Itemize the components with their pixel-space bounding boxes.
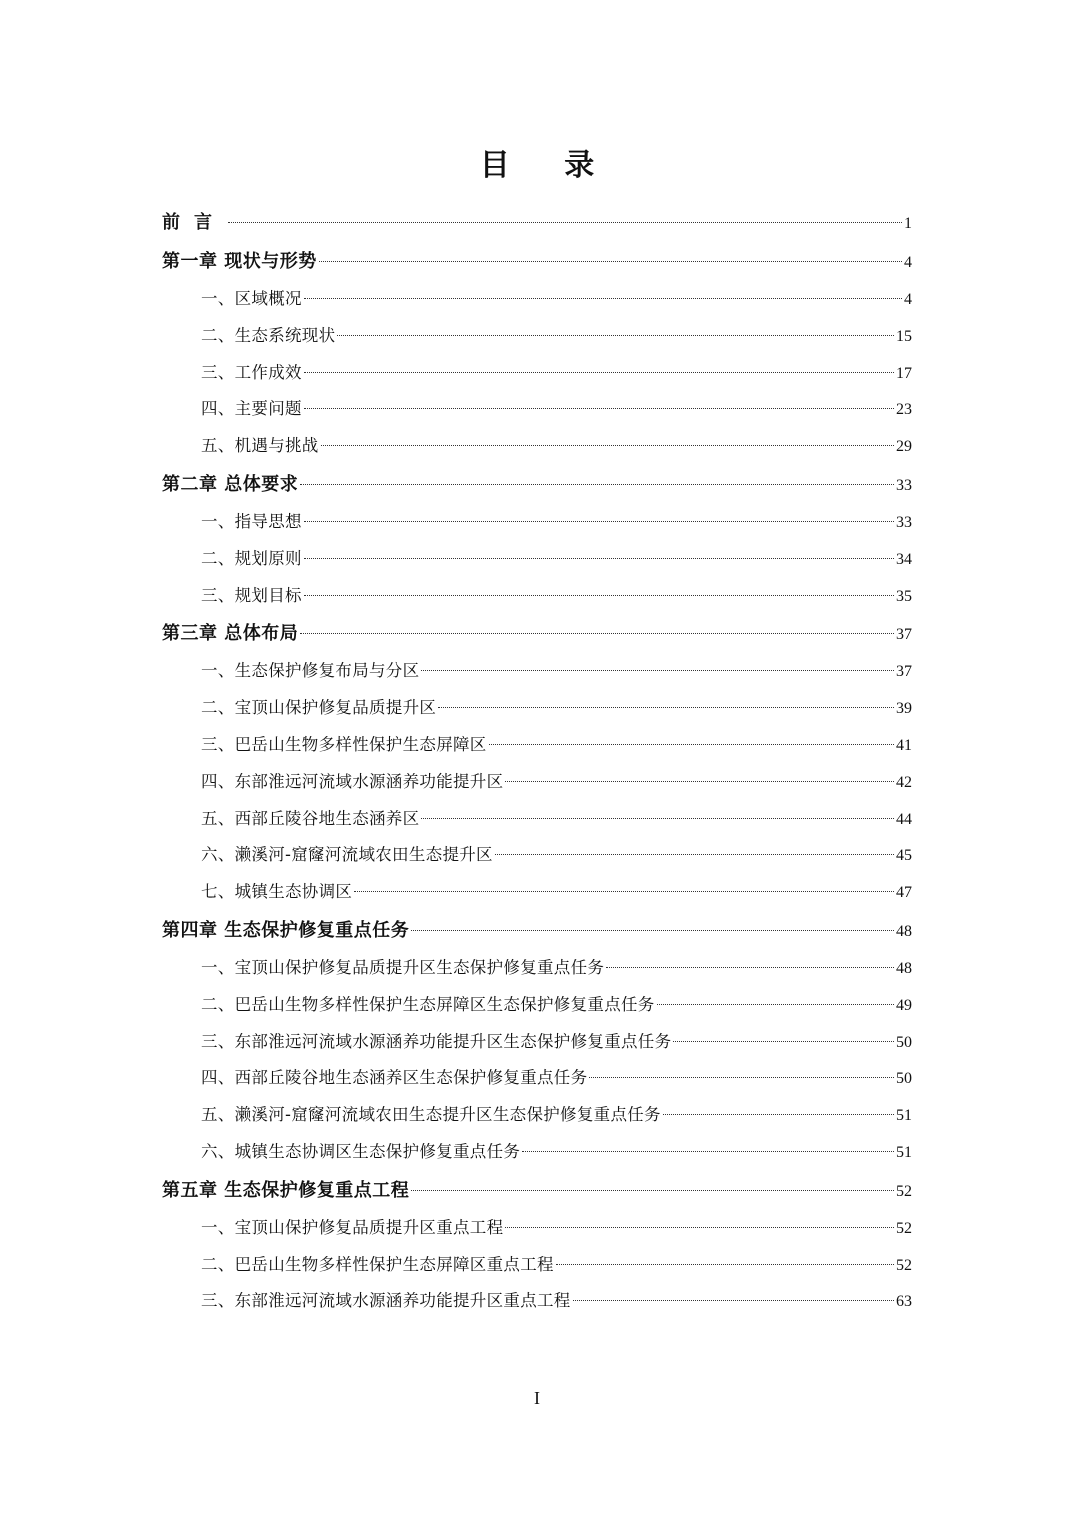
toc-entry-label: 一、宝顶山保护修复品质提升区重点工程: [201, 1217, 504, 1237]
toc-entry-label: 一、区域概况: [201, 289, 302, 308]
toc-entry-page-number: 41: [896, 736, 912, 754]
toc-chapter-entry[interactable]: [162, 242, 912, 281]
dot-leader: [300, 633, 894, 634]
toc-entry-label: 五、机遇与挑战: [201, 436, 319, 456]
toc-entry-label: 一、指导思想: [201, 511, 302, 531]
toc-section-entry[interactable]: [162, 874, 912, 911]
toc-entry-page-number: 33: [896, 513, 912, 531]
toc-chapter-entry[interactable]: [162, 911, 912, 950]
dot-leader: [337, 335, 894, 336]
toc-section-entry[interactable]: [162, 1060, 912, 1097]
page-title: 目 录: [479, 148, 617, 183]
toc-section-entry[interactable]: [162, 727, 912, 764]
toc-section-entry[interactable]: [162, 541, 912, 578]
dot-leader: [321, 445, 894, 446]
toc-entry-label: 第三章 总体布局: [162, 623, 299, 645]
dot-leader: [489, 744, 894, 745]
dot-leader: [589, 1077, 894, 1078]
toc-entry-page-number: 4: [904, 254, 912, 271]
toc-entry-label: 前言: [162, 212, 226, 233]
dot-leader: [573, 1300, 894, 1301]
dot-leader: [319, 261, 902, 262]
toc-chapter-entry[interactable]: [162, 614, 912, 653]
toc-entry-page-number: 17: [896, 364, 912, 382]
dot-leader: [657, 1004, 894, 1005]
toc-entry-label: 四、东部淮远河流域水源涵养功能提升区: [201, 771, 504, 791]
toc-section-entry[interactable]: [162, 1210, 912, 1247]
toc-section-entry[interactable]: [162, 578, 912, 615]
toc-entry-label: 二、宝顶山保护修复品质提升区: [201, 698, 437, 718]
toc-entry-page-number: 33: [896, 476, 912, 494]
toc-section-entry[interactable]: [162, 1024, 912, 1061]
toc-entry-page-number: 52: [896, 1256, 912, 1274]
toc-entry-page-number: 34: [896, 550, 912, 568]
toc-entry-page-number: 51: [896, 1143, 912, 1161]
dot-leader: [304, 595, 894, 596]
toc-section-entry[interactable]: [162, 1247, 912, 1284]
toc-entry-page-number: 63: [896, 1293, 912, 1311]
dot-leader: [411, 1190, 894, 1191]
toc-section-entry[interactable]: [162, 950, 912, 987]
toc-section-entry[interactable]: [162, 1283, 912, 1320]
toc-entry-page-number: 1: [904, 215, 912, 232]
toc-entry-page-number: 29: [896, 438, 912, 456]
toc-entry-label: 一、生态保护修复布局与分区: [201, 661, 420, 681]
toc-entry-page-number: 39: [896, 700, 912, 718]
toc-section-entry[interactable]: [162, 504, 912, 541]
toc-entry-page-number: 37: [896, 626, 912, 644]
toc-entry-label: 第一章 现状与形势: [162, 251, 317, 272]
toc-entry-page-number: 47: [896, 884, 912, 902]
page-number: I: [534, 1388, 540, 1408]
toc-section-entry[interactable]: [162, 987, 912, 1024]
toc-entry-label: 三、东部淮远河流域水源涵养功能提升区重点工程: [201, 1291, 571, 1311]
toc-entry-label: 三、规划目标: [201, 585, 302, 605]
toc-section-entry[interactable]: [162, 355, 912, 392]
toc-section-entry[interactable]: [162, 1097, 912, 1134]
toc-entry-label: 六、濑溪河-窟窿河流域农田生态提升区: [201, 845, 493, 865]
table-of-contents: [162, 204, 912, 1320]
toc-entry-page-number: 15: [896, 327, 912, 345]
toc-entry-page-number: 48: [896, 922, 912, 940]
toc-chapter-entry[interactable]: [162, 1171, 912, 1210]
toc-entry-label: 四、主要问题: [201, 399, 302, 419]
toc-section-entry[interactable]: [162, 837, 912, 874]
dot-leader: [673, 1041, 894, 1042]
toc-section-entry[interactable]: [162, 1134, 912, 1171]
toc-section-entry[interactable]: [162, 318, 912, 355]
dot-leader: [556, 1264, 894, 1265]
toc-entry-label: 一、宝顶山保护修复品质提升区生态保护修复重点任务: [201, 957, 605, 977]
dot-leader: [228, 222, 902, 223]
toc-entry-label: 六、城镇生态协调区生态保护修复重点任务: [201, 1141, 521, 1161]
toc-entry-page-number: 52: [896, 1219, 912, 1237]
toc-entry-page-number: 48: [896, 959, 912, 977]
toc-entry-page-number: 35: [896, 587, 912, 605]
dot-leader: [411, 930, 894, 931]
toc-section-entry[interactable]: [162, 428, 912, 465]
toc-entry-page-number: 44: [896, 810, 912, 828]
toc-entry-label: 三、东部淮远河流域水源涵养功能提升区生态保护修复重点任务: [201, 1031, 672, 1051]
toc-section-entry[interactable]: [162, 801, 912, 838]
toc-entry-label: 二、巴岳山生物多样性保护生态屏障区生态保护修复重点任务: [201, 994, 655, 1014]
dot-leader: [354, 891, 894, 892]
toc-entry-page-number: 4: [904, 291, 912, 308]
dot-leader: [300, 484, 894, 485]
toc-chapter-entry[interactable]: [162, 204, 912, 242]
toc-entry-label: 二、巴岳山生物多样性保护生态屏障区重点工程: [201, 1254, 554, 1274]
dot-leader: [304, 558, 894, 559]
toc-entry-label: 七、城镇生态协调区: [201, 882, 353, 902]
toc-entry-page-number: 52: [896, 1182, 912, 1200]
toc-entry-label: 五、西部丘陵谷地生态涵养区: [201, 808, 420, 828]
dot-leader: [304, 521, 894, 522]
toc-entry-page-number: 37: [896, 663, 912, 681]
toc-entry-label: 二、生态系统现状: [201, 325, 336, 345]
dot-leader: [304, 372, 894, 373]
dot-leader: [505, 1227, 894, 1228]
toc-section-entry[interactable]: [162, 391, 912, 428]
toc-entry-label: 第五章 生态保护修复重点工程: [162, 1179, 410, 1201]
dot-leader: [495, 854, 894, 855]
dot-leader: [304, 408, 894, 409]
toc-entry-page-number: 45: [896, 847, 912, 865]
dot-leader: [421, 670, 894, 671]
toc-entry-label: 第二章 总体要求: [162, 473, 299, 495]
dot-leader: [421, 818, 894, 819]
toc-entry-label: 二、规划原则: [201, 548, 302, 568]
toc-entry-page-number: 50: [896, 1033, 912, 1051]
dot-leader: [663, 1114, 894, 1115]
toc-entry-label: 五、濑溪河-窟窿河流域农田生态提升区生态保护修复重点任务: [201, 1105, 661, 1125]
toc-entry-page-number: 42: [896, 773, 912, 791]
toc-chapter-entry[interactable]: [162, 465, 912, 504]
toc-entry-page-number: 51: [896, 1107, 912, 1125]
toc-section-entry[interactable]: [162, 690, 912, 727]
dot-leader: [606, 967, 894, 968]
dot-leader: [522, 1151, 894, 1152]
toc-section-entry[interactable]: [162, 653, 912, 690]
toc-entry-page-number: 50: [896, 1070, 912, 1088]
dot-leader: [438, 707, 894, 708]
toc-entry-page-number: 49: [896, 996, 912, 1014]
dot-leader: [304, 298, 902, 299]
toc-entry-label: 三、巴岳山生物多样性保护生态屏障区: [201, 734, 487, 754]
toc-section-entry[interactable]: [162, 281, 912, 318]
toc-section-entry[interactable]: [162, 764, 912, 801]
toc-entry-label: 四、西部丘陵谷地生态涵养区生态保护修复重点任务: [201, 1068, 588, 1088]
dot-leader: [505, 781, 894, 782]
toc-entry-label: 三、工作成效: [201, 362, 302, 382]
toc-entry-page-number: 23: [896, 401, 912, 419]
toc-entry-label: 第四章 生态保护修复重点任务: [162, 919, 410, 941]
